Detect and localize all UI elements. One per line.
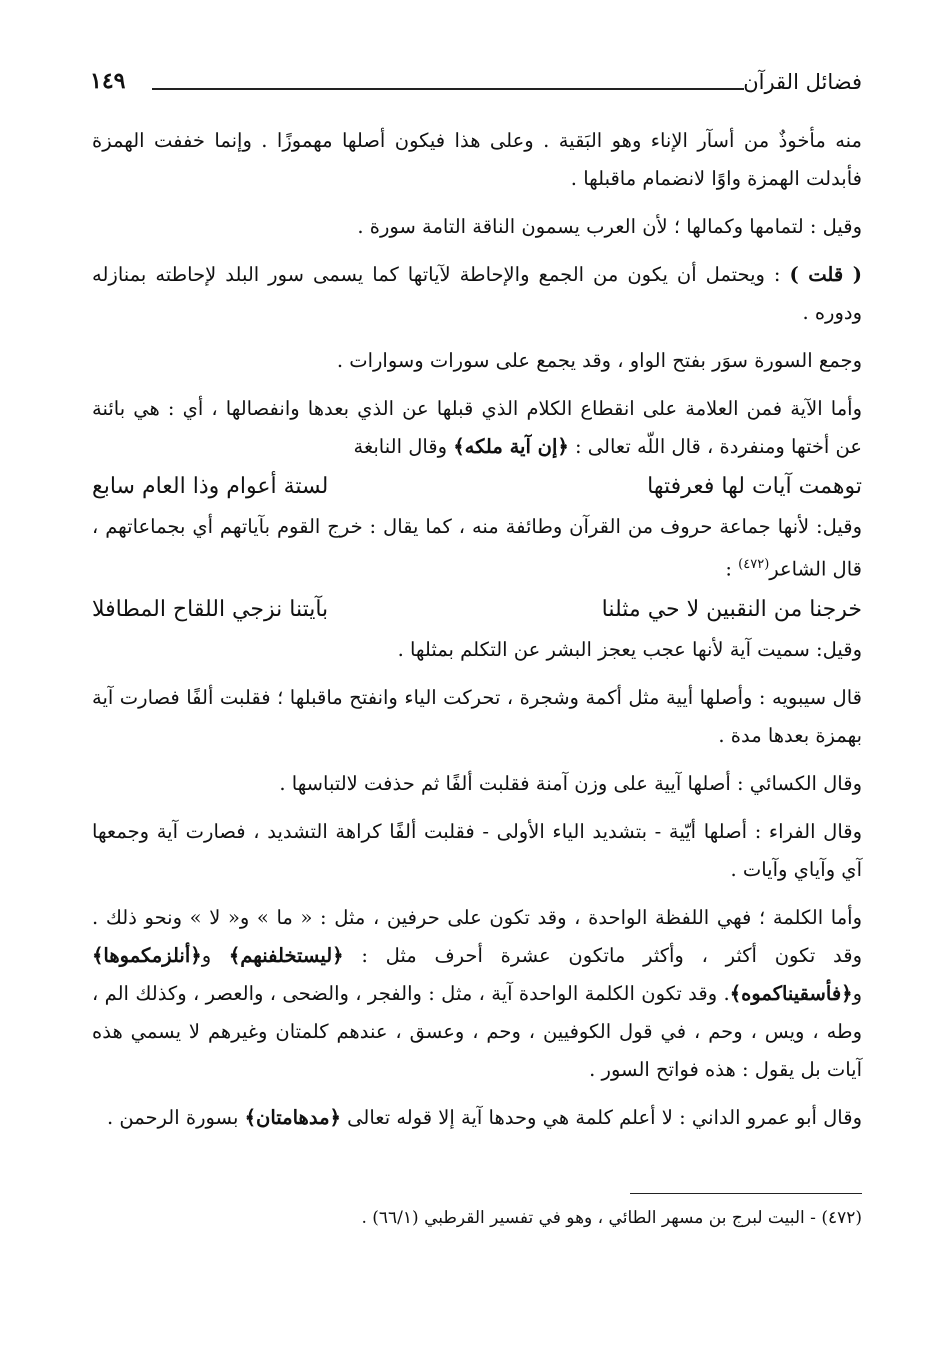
paragraph xyxy=(92,122,862,198)
poetry-verse xyxy=(92,589,862,631)
paragraph xyxy=(92,631,862,669)
verse-first-hemistich: توهمت آيات لها فعرفتها xyxy=(647,474,862,499)
quran-quote: ﴿إن آية ملكه﴾ xyxy=(453,435,569,458)
paragraph xyxy=(92,679,862,755)
paragraph-text: و xyxy=(201,943,229,967)
verse-first-hemistich: خرجنا من النقبين لا حي مثلنا xyxy=(601,596,862,622)
footnote: (٤٧٢) - البيت لبرج بن مسهر الطائي ، وهو في تفسير القرطبي (٦٦/١) . xyxy=(361,1208,862,1228)
paragraph xyxy=(92,508,862,589)
paragraph-text: منه مأخوذٌ من أسآر الإناء وهو البَقية . وعلى هذا فيكون أصلها مهموزًا . وإنما خففت الهمزة فأبدلت الهمزة واوًا لانضمام ماقبلها . xyxy=(92,129,862,190)
quran-quote: ﴿أنلزمكموها﴾ xyxy=(92,943,202,967)
paragraph-text: وأما الكلمة ؛ فهي اللفظة الواحدة ، وقد تكون على حرفين ، مثل : « ما » و« لا » ونحو ذلك . وقد تكون أكثر ، وأكثر ماتكون عشرة أحرف مثل : xyxy=(92,905,862,967)
paragraph xyxy=(92,813,862,889)
paragraph-text: و xyxy=(852,981,862,1005)
running-title: فضائل القرآن xyxy=(743,70,862,94)
paragraph xyxy=(92,208,862,246)
paragraph-text: وقيل: لأنها جماعة حروف من القرآن وطائفة منه ، كما يقال : خرج القوم بآياتهم أي بجماعاتهم ، قال الشاعر xyxy=(92,515,862,581)
quran-quote: ﴿ليستخلفنهم﴾ xyxy=(228,943,344,967)
paragraph xyxy=(92,256,862,332)
author-note-label: ( قلت ) xyxy=(789,263,862,286)
paragraph-text: . وقد تكون الكلمة الواحدة آية ، مثل : والفجر ، والضحى ، والعصر ، وكذلك الم ، وطه ، ويس ، وحم ، في قول الكوفيين ، وحم ، وعسق ، عندهم كلمتان وغيرهم لا يسمي هذه آيات بل يقول : هذه فواتح السور . xyxy=(92,981,862,1081)
paragraph-text: وقيل: سميت آية لأنها عجب يعجز البشر عن التكلم بمثلها . xyxy=(397,637,862,661)
verse-second-hemistich: بآيتنا نزجي اللقاح المطافلا xyxy=(92,596,329,622)
paragraph-text: قال سيبويه : وأصلها أيية مثل أكمة وشجرة ، تحركت الياء وانفتح ماقبلها ؛ فقلبت ألفًا فصارت آية بهمزة بعدها مدة . xyxy=(92,685,862,747)
paragraph-text: بسورة الرحمن . xyxy=(106,1105,245,1129)
paragraph xyxy=(92,390,862,466)
paragraph xyxy=(92,1099,862,1137)
paragraph-text: : ويحتمل أن يكون من الجمع والإحاطة لآياتها كما يسمى سور البلد لإحاطته بمنازله ودوره . xyxy=(92,263,862,324)
paragraph xyxy=(92,899,862,1089)
paragraph xyxy=(92,342,862,380)
paragraph-text: وقال النابغة xyxy=(353,435,454,458)
quran-quote: ﴿فأسقيناكموه﴾ xyxy=(729,981,853,1005)
paragraph-text: وجمع السورة سوَر بفتح الواو ، وقد يجمع على سورات وسوارات . xyxy=(336,349,862,372)
verse-second-hemistich: لستة أعوام وذا العام سابع xyxy=(92,474,329,499)
footnote-marker[interactable]: (٤٧٢) xyxy=(738,557,770,572)
paragraph xyxy=(92,765,862,803)
poetry-verse xyxy=(92,466,862,508)
paragraph-text: : xyxy=(725,557,739,581)
quran-quote: ﴿مدهامتان﴾ xyxy=(244,1105,341,1129)
paragraph-text: وقال الفراء : أصلها أيّية - بتشديد الياء الأولى - فقلبت ألفًا كراهة التشديد ، فصارت آية وجمعها آي وآياي وآيات . xyxy=(92,819,862,881)
page-number: ١٤٩ xyxy=(90,68,126,94)
main-text xyxy=(92,122,862,1147)
paragraph-text: وقال الكسائي : أصلها آيية على وزن آمنة فقلبت ألفًا ثم حذفت لالتباسها . xyxy=(279,771,862,795)
footnote-separator xyxy=(630,1193,862,1194)
paragraph-text: وقال أبو عمرو الداني : لا أعلم كلمة هي وحدها آية إلا قوله تعالى xyxy=(340,1105,862,1129)
paragraph-text: وأما الآية فمن العلامة على انقطاع الكلام الذي قبلها عن الذي بعدها وانفصالها ، أي : هي بائنة عن أختها ومنفردة ، قال اللّه تعالى : xyxy=(92,397,862,458)
page-header xyxy=(90,66,862,106)
header-rule xyxy=(152,88,744,90)
paragraph-text: وقيل : لتمامها وكمالها ؛ لأن العرب يسمون الناقة التامة سورة . xyxy=(357,215,862,238)
